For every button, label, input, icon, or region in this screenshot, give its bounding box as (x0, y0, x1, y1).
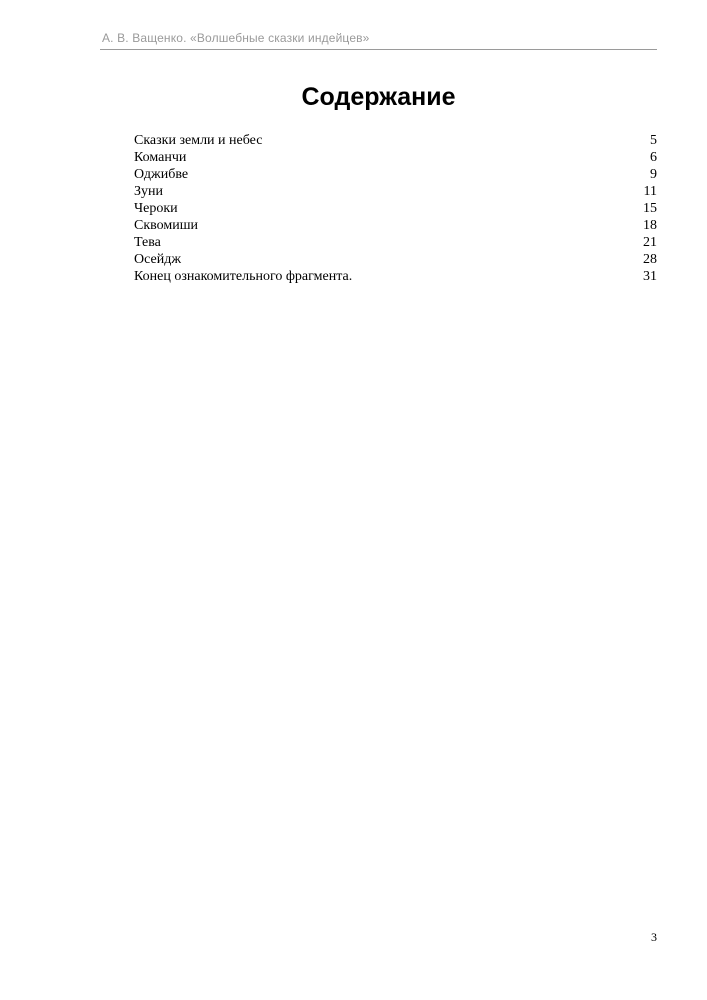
toc-item-label: Сквомиши (134, 218, 199, 233)
toc-item[interactable] (134, 217, 657, 234)
toc-item-label: Чероки (134, 201, 178, 216)
page-number: 3 (651, 930, 657, 944)
toc-item-label: Команчи (134, 150, 187, 165)
toc-item-page: 31 (643, 269, 657, 284)
toc-item-label: Тева (134, 235, 161, 250)
toc-item-label: Осейдж (134, 252, 181, 267)
toc-item[interactable] (134, 183, 657, 200)
toc-item-page: 6 (650, 150, 657, 165)
toc-item[interactable] (134, 149, 657, 166)
toc-item-page: 21 (643, 235, 657, 250)
toc-item-page: 11 (643, 184, 657, 199)
toc-item[interactable] (134, 166, 657, 183)
toc-item[interactable] (134, 234, 657, 251)
header-divider (100, 49, 657, 50)
table-of-contents (134, 132, 657, 285)
toc-item-page: 5 (650, 133, 657, 148)
toc-item-page: 28 (643, 252, 657, 267)
running-header: А. В. Ващенко. «Волшебные сказки индейцев» (102, 31, 370, 45)
page-title: Содержание (301, 83, 456, 111)
toc-item-label: Зуни (134, 184, 163, 199)
toc-item-page: 9 (650, 167, 657, 182)
toc-item-page: 18 (643, 218, 657, 233)
toc-item[interactable] (134, 268, 657, 285)
toc-item[interactable] (134, 200, 657, 217)
toc-item-label: Оджибве (134, 167, 189, 182)
toc-item[interactable] (134, 251, 657, 268)
toc-item-label: Конец ознакомительного фрагмента. (134, 269, 353, 284)
toc-item-page: 15 (643, 201, 657, 216)
toc-item-label: Сказки земли и небес (134, 133, 263, 148)
toc-item[interactable] (134, 132, 657, 149)
